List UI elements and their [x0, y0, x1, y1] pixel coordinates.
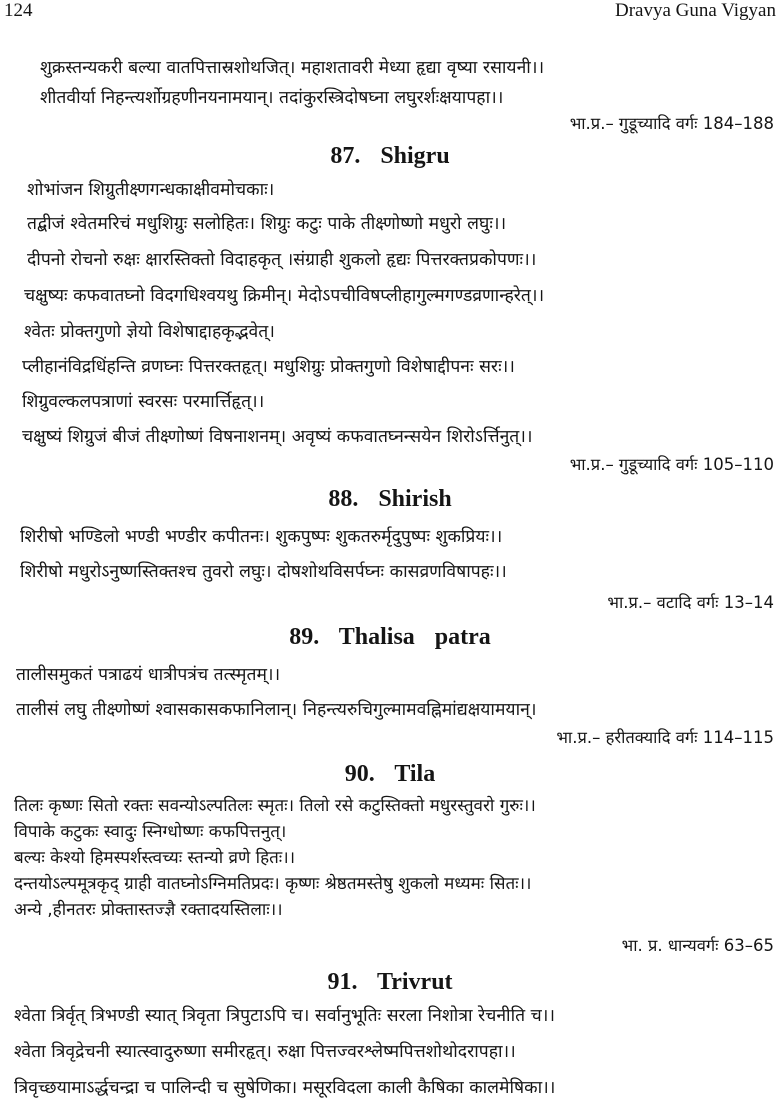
verse-line: शिग्रुवल्कलपत्राणां स्वरसः परमार्त्तिहृत्।।	[22, 392, 265, 412]
verse-line: दन्तयोऽल्पमूत्रकृद् ग्राही वातघ्नोऽग्निमतिप्रदः। कृष्णः श्रेष्ठतमस्तेषु शुकलो मध्यमः सितः।।	[14, 874, 532, 894]
section-heading-shirish: 88. Shirish	[328, 486, 452, 512]
verse-line: तद्बीजं श्वेतमरिचं मधुशिग्रुः सलोहितः। शिग्रुः कटुः पाके तीक्ष्णोष्णो मधुरो लघुः।।	[27, 214, 507, 234]
page-number: 124	[4, 0, 33, 21]
verse-line: चक्षुष्यं शिग्रुजं बीजं तीक्ष्णोष्णं विषनाशनम्। अवृष्यं कफवातघ्नन्सयेन शिरोऽर्त्तिनुत्।।	[22, 427, 533, 447]
verse-line: श्वेता त्रिवृद्रेचनी स्यात्स्वादुरुष्णा समीरहृत्। रुक्षा पित्तज्वरश्लेष्मपित्तशोथोदरापहा।।	[14, 1042, 516, 1062]
verse-line: अन्ये ,हीनतरः प्रोक्तास्तज्ज्ञै रक्तादयस्तिलाः।।	[14, 900, 283, 920]
section-heading-trivrut: 91. Trivrut	[327, 969, 453, 995]
verse-reference: भा.प्र.– वटादि वर्गः 13–14	[607, 593, 774, 612]
section-heading-shigru: 87. Shigru	[330, 143, 450, 169]
verse-reference: भा.प्र.– गुडूच्यादि वर्गः 184–188	[569, 114, 774, 133]
section-heading-tila: 90. Tila	[344, 761, 436, 787]
verse-line: बल्यः केश्यो हिमस्पर्शस्त्वच्यः स्तन्यो व्रणे हितः।।	[14, 848, 296, 868]
verse-line: श्वेता त्रिर्वृत् त्रिभण्डी स्यात् त्रिवृता त्रिपुटाऽपि च। सर्वानुभूतिः सरला निशोत्रा रेचनीति च।।	[14, 1006, 556, 1026]
verse-line: तालीसमुकतं पत्राढयं धात्रीपत्रंच तत्स्मृतम्।।	[16, 665, 281, 685]
verse-line: शिरीषो मधुरोऽनुष्णस्तिक्तश्च तुवरो लघुः। दोषशोथविसर्पघ्नः कासव्रणविषापहः।।	[20, 562, 507, 582]
verse-line: विपाके कटुकः स्वादुः स्निग्धोष्णः कफपित्तनुत्।	[14, 822, 287, 842]
verse-line: त्रिवृच्छयामाऽर्द्धचन्द्रा च पालिन्दी च सुषेणिका। मसूरविदला काली कैषिका कालमेषिका।।	[14, 1078, 556, 1098]
verse-line: तालीसं लघु तीक्ष्णोष्णं श्वासकासकफानिलान्। निहन्त्यरुचिगुल्मामवह्निमांद्यक्षयामयान्।	[16, 700, 537, 720]
verse-line: शुक्रस्तन्यकरी बल्या वातपित्तास्रशोथजित्। महाशतावरी मेध्या हृद्या वृष्या रसायनी।।	[40, 58, 545, 78]
verse-line: श्वेतः प्रोक्तगुणो ज्ञेयो विशेषाद्दाहकृद्भवेत्।	[24, 322, 275, 342]
verse-reference: भा. प्र. धान्यवर्गः 63–65	[621, 936, 774, 955]
verse-line: शीतवीर्या निहन्त्यर्शोग्रहणीनयनामयान्। तदांकुरस्त्रिदोषघ्ना लघुरर्शःक्षयापहा।।	[40, 88, 504, 108]
verse-line: चक्षुष्यः कफवातघ्नो विदगधिश्वयथु क्रिमीन्। मेदोऽपचीविषप्लीहागुल्मगण्डव्रणान्हरेत्।।	[24, 286, 545, 306]
verse-reference: भा.प्र.– हरीतक्यादि वर्गः 114–115	[556, 728, 774, 747]
verse-line: दीपनो रोचनो रुक्षः क्षारस्तिक्तो विदाहकृत् ।संग्राही शुकलो हृद्यः पित्तरक्तप्रकोपणः।।	[27, 250, 537, 270]
verse-line: शिरीषो भण्डिलो भण्डी भण्डीर कपीतनः। शुकपुष्पः शुकतरुर्मृदुपुष्पः शुकप्रियः।।	[20, 527, 503, 547]
verse-line: प्लीहानंविद्रधिंहन्ति व्रणघ्नः पित्तरक्तहृत्। मधुशिग्रुः प्रोक्तगुणो विशेषाद्दीपनः सरः।।	[22, 357, 515, 377]
running-title: Dravya Guna Vigyan	[614, 0, 776, 21]
section-heading-thalisa-patra: 89. Thalisa patra	[289, 624, 491, 650]
verse-reference: भा.प्र.– गुडूच्यादि वर्गः 105–110	[569, 455, 774, 474]
verse-line: शोभांजन शिग्रुतीक्ष्णगन्धकाक्षीवमोचकाः।	[27, 180, 275, 200]
verse-line: तिलः कृष्णः सितो रक्तः सवन्योऽल्पतिलः स्मृतः। तिलो रसे कटुस्तिक्तो मधुरस्तुवरो गुरुः।।	[14, 796, 536, 816]
